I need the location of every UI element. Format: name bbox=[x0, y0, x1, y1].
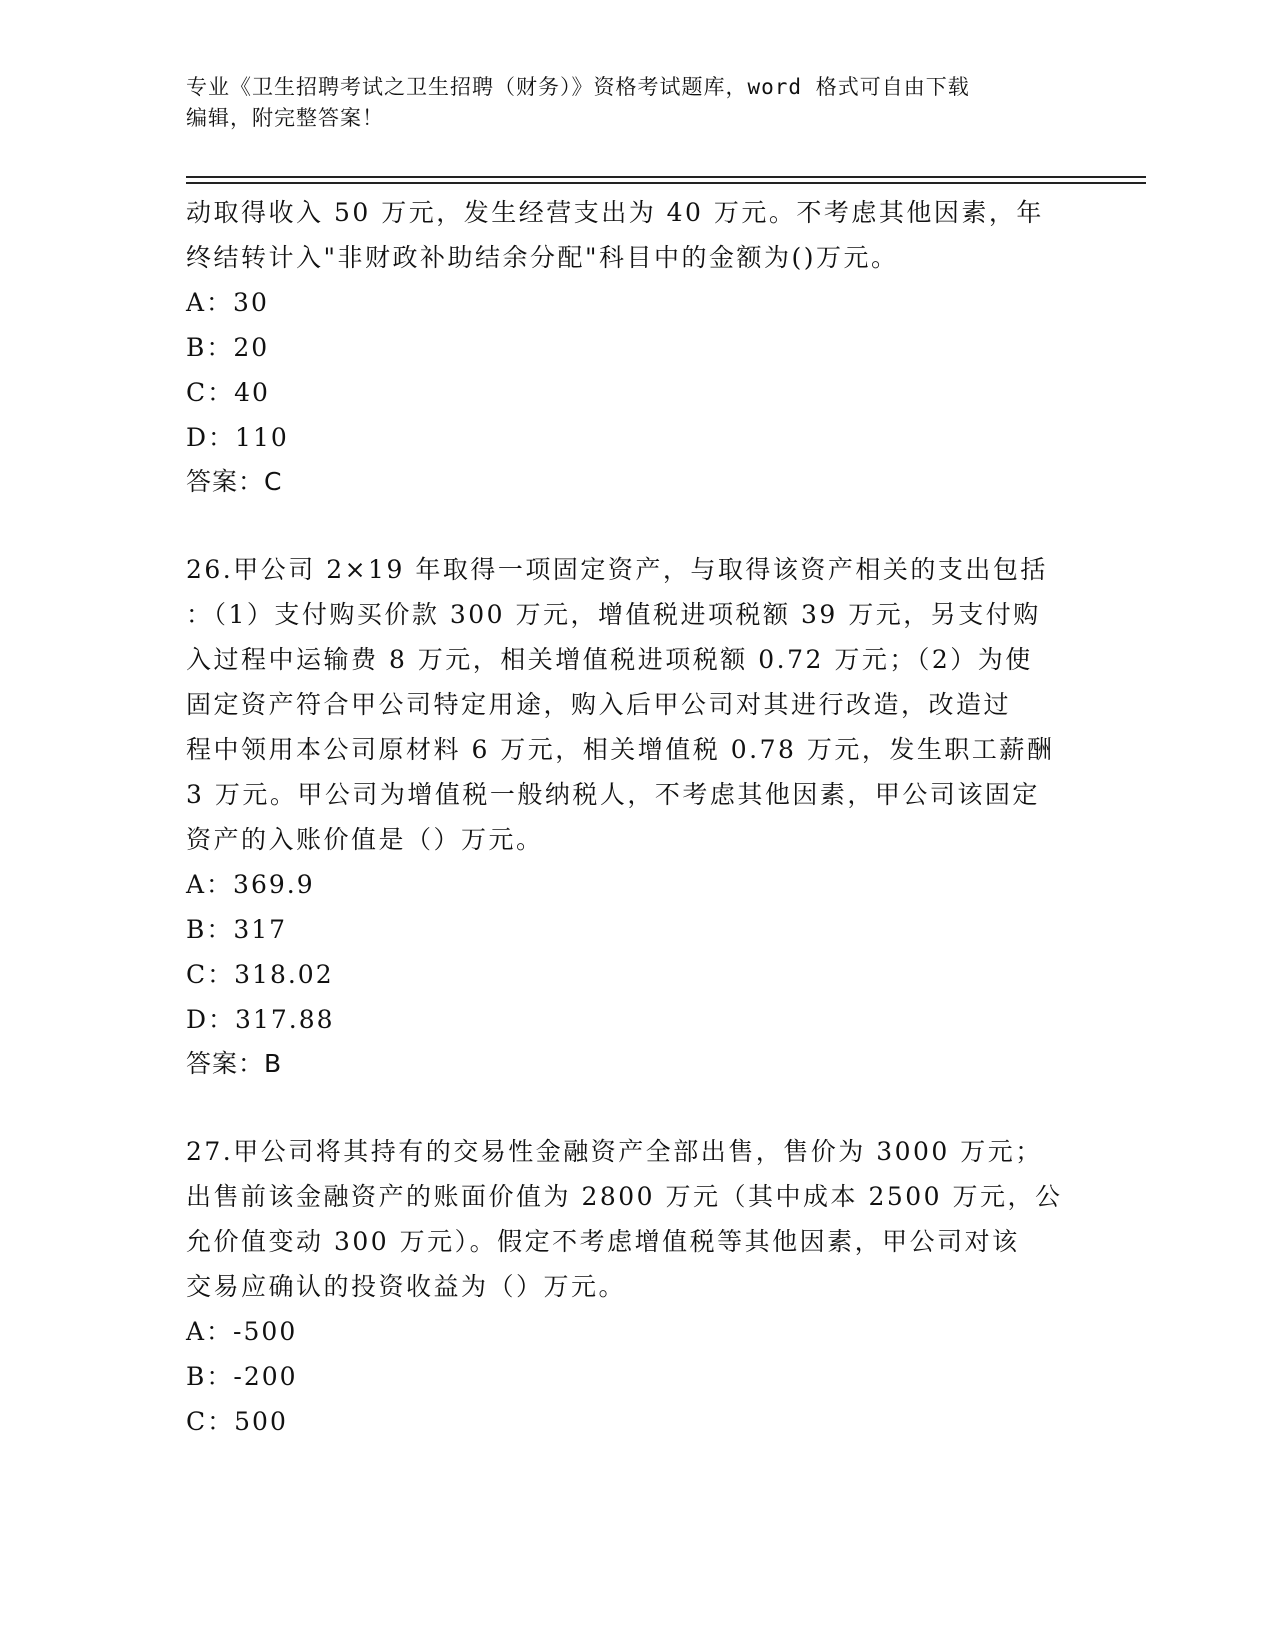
question-25 bbox=[186, 190, 1086, 504]
question-text-line: 允价值变动 300 万元）。假定不考虑增值税等其他因素，甲公司对该 bbox=[186, 1227, 1020, 1256]
question-text-line: 3 万元。甲公司为增值税一般纳税人，不考虑其他因素，甲公司该固定 bbox=[186, 780, 1040, 809]
question-26 bbox=[186, 547, 1086, 1086]
question-text-line: 26.甲公司 2×19 年取得一项固定资产，与取得该资产相关的支出包括 bbox=[186, 555, 1048, 584]
header-divider-bottom bbox=[186, 182, 1146, 184]
question-text-line: 出售前该金融资产的账面价值为 2800 万元（其中成本 2500 万元，公 bbox=[186, 1182, 1063, 1211]
answer-label: 答案：B bbox=[186, 1049, 283, 1078]
question-text-line: 资产的入账价值是（）万元。 bbox=[186, 825, 544, 854]
option-b: B：-200 bbox=[186, 1362, 298, 1391]
option-c: C：318.02 bbox=[186, 960, 334, 989]
question-spacer bbox=[186, 1086, 1086, 1129]
question-text-line: 固定资产符合甲公司特定用途，购入后甲公司对其进行改造，改造过 bbox=[186, 690, 1012, 719]
header-line-2: 编辑，附完整答案！ bbox=[186, 106, 384, 130]
option-a: A：369.9 bbox=[186, 870, 315, 899]
option-d: D：317.88 bbox=[186, 1005, 335, 1034]
option-a: A：30 bbox=[186, 288, 269, 317]
header-line-1: 专业《卫生招聘考试之卫生招聘（财务）》资格考试题库，word 格式可自由下载 bbox=[186, 75, 970, 99]
option-b: B：317 bbox=[186, 915, 288, 944]
question-content bbox=[186, 190, 1086, 1444]
option-c: C：40 bbox=[186, 378, 270, 407]
question-text-line: 入过程中运输费 8 万元，相关增值税进项税额 0.72 万元；（2）为使 bbox=[186, 645, 1033, 674]
option-d: D：110 bbox=[186, 423, 289, 452]
header-divider-top bbox=[186, 176, 1146, 178]
question-text-line: ：（1）支付购买价款 300 万元，增值税进项税额 39 万元，另支付购 bbox=[186, 600, 1041, 629]
option-c: C：500 bbox=[186, 1407, 288, 1436]
question-text-line: 终结转计入"非财政补助结余分配"科目中的金额为()万元。 bbox=[186, 243, 899, 272]
answer-label: 答案：C bbox=[186, 467, 283, 496]
question-spacer bbox=[186, 504, 1086, 547]
question-text-line: 程中领用本公司原材料 6 万元，相关增值税 0.78 万元，发生职工薪酬 bbox=[186, 735, 1055, 764]
document-header bbox=[186, 72, 1066, 134]
question-27 bbox=[186, 1129, 1086, 1444]
option-a: A：-500 bbox=[186, 1317, 298, 1346]
option-b: B：20 bbox=[186, 333, 270, 362]
question-text-line: 动取得收入 50 万元，发生经营支出为 40 万元。不考虑其他因素，年 bbox=[186, 198, 1044, 227]
question-text-line: 交易应确认的投资收益为（）万元。 bbox=[186, 1272, 627, 1301]
question-text-line: 27.甲公司将其持有的交易性金融资产全部出售，售价为 3000 万元； bbox=[186, 1137, 1043, 1166]
